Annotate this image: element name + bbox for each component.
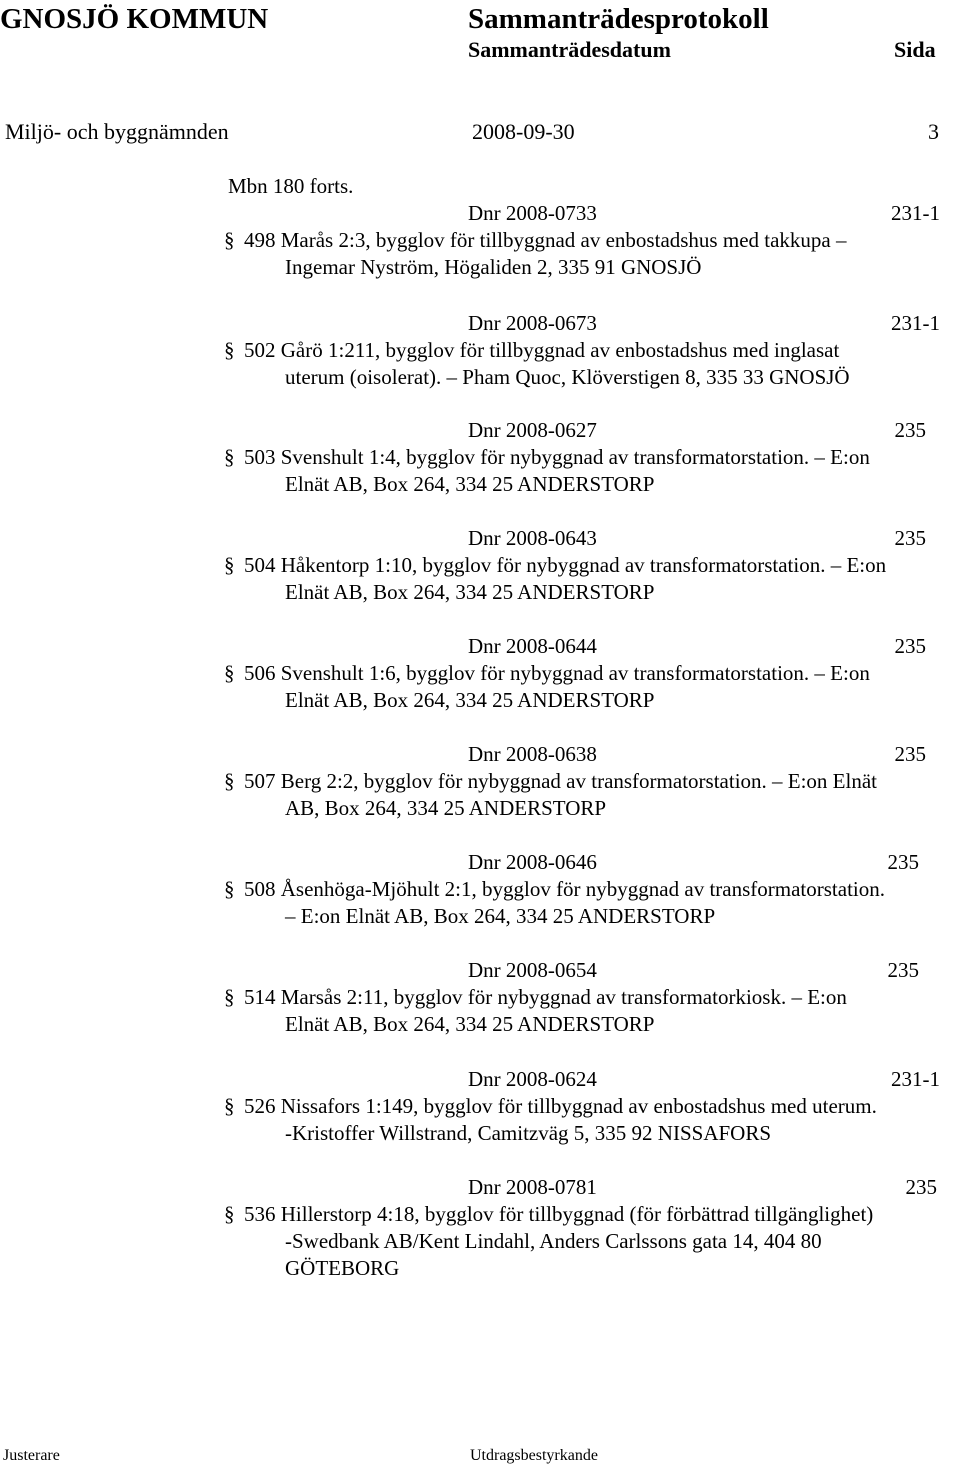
department-name: Miljö- och byggnämnden xyxy=(5,119,229,144)
paragraph-sign: § xyxy=(224,445,235,469)
case-classification-code: 235 xyxy=(894,742,926,766)
case-classification-code: 235 xyxy=(887,850,919,874)
case-item xyxy=(0,310,960,420)
case-item xyxy=(0,741,960,851)
case-classification-code: 235 xyxy=(894,526,926,550)
paragraph-sign: § xyxy=(224,985,235,1009)
case-description: 507 Berg 2:2, bygglov för nybyggnad av transformatorstation. – E:on Elnät xyxy=(244,769,878,793)
paragraph-sign: § xyxy=(224,228,235,252)
case-dnr: Dnr 2008-0643 xyxy=(468,526,597,550)
case-dnr: Dnr 2008-0644 xyxy=(468,634,597,658)
case-description-continued: uterum (oisolerat). – Pham Quoc, Klöverstigen 8, 335 33 GNOSJÖ xyxy=(285,365,850,389)
case-dnr: Dnr 2008-0781 xyxy=(468,1175,597,1199)
meeting-date: 2008-09-30 xyxy=(472,119,575,144)
page-number: 3 xyxy=(928,119,939,144)
case-classification-code: 231-1 xyxy=(891,311,940,335)
case-description-continued: Ingemar Nyström, Högaliden 2, 335 91 GNOSJÖ xyxy=(285,255,702,279)
paragraph-sign: § xyxy=(224,1094,235,1118)
case-description: 502 Gårö 1:211, bygglov för tillbyggnad av enbostadshus med inglasat xyxy=(244,338,840,362)
page-label: Sida xyxy=(894,37,936,62)
case-item xyxy=(0,525,960,635)
meeting-date-label: Sammanträdesdatum xyxy=(468,37,671,62)
case-dnr: Dnr 2008-0627 xyxy=(468,418,597,442)
case-item xyxy=(0,1174,960,1284)
case-item xyxy=(0,200,960,310)
case-classification-code: 235 xyxy=(887,958,919,982)
case-description-continued: Elnät AB, Box 264, 334 25 ANDERSTORP xyxy=(285,580,655,604)
case-dnr: Dnr 2008-0654 xyxy=(468,958,597,982)
document-title: Sammanträdesprotokoll xyxy=(468,3,769,35)
paragraph-sign: § xyxy=(224,1202,235,1226)
case-dnr: Dnr 2008-0673 xyxy=(468,311,597,335)
case-classification-code: 231-1 xyxy=(891,201,940,225)
section-heading: Mbn 180 forts. xyxy=(228,174,354,198)
case-dnr: Dnr 2008-0624 xyxy=(468,1067,597,1091)
case-classification-code: 235 xyxy=(894,634,926,658)
paragraph-sign: § xyxy=(224,769,235,793)
case-item xyxy=(0,957,960,1067)
case-description-continued: Elnät AB, Box 264, 334 25 ANDERSTORP xyxy=(285,1012,655,1036)
case-item xyxy=(0,417,960,527)
case-description: 506 Svenshult 1:6, bygglov för nybyggnad av transformatorstation. – E:on xyxy=(244,661,870,685)
case-description: 498 Marås 2:3, bygglov för tillbyggnad av enbostadshus med takkupa – xyxy=(244,228,847,252)
footer-adjuster-label: Justerare xyxy=(3,1447,60,1464)
case-description-continued: Elnät AB, Box 264, 334 25 ANDERSTORP xyxy=(285,472,655,496)
case-description-continued: -Swedbank AB/Kent Lindahl, Anders Carlssons gata 14, 404 80 xyxy=(285,1229,822,1253)
case-dnr: Dnr 2008-0638 xyxy=(468,742,597,766)
case-item xyxy=(0,633,960,743)
case-description: 508 Åsenhöga-Mjöhult 2:1, bygglov för nybyggnad av transformatorstation. xyxy=(244,877,885,901)
case-dnr: Dnr 2008-0646 xyxy=(468,850,597,874)
paragraph-sign: § xyxy=(224,338,235,362)
case-description-continued: -Kristoffer Willstrand, Camitzväg 5, 335 92 NISSAFORS xyxy=(285,1121,772,1145)
footer-certification-label: Utdragsbestyrkande xyxy=(470,1447,598,1464)
paragraph-sign: § xyxy=(224,661,235,685)
case-description: 536 Hillerstorp 4:18, bygglov för tillbyggnad (för förbättrad tillgänglighet) xyxy=(244,1202,874,1226)
organization-name: GNOSJÖ KOMMUN xyxy=(0,3,269,35)
case-description: 526 Nissafors 1:149, bygglov för tillbyggnad av enbostadshus med uterum. xyxy=(244,1094,877,1118)
case-classification-code: 235 xyxy=(905,1175,937,1199)
case-classification-code: 231-1 xyxy=(891,1067,940,1091)
paragraph-sign: § xyxy=(224,553,235,577)
paragraph-sign: § xyxy=(224,877,235,901)
case-dnr: Dnr 2008-0733 xyxy=(468,201,597,225)
case-description: 504 Håkentorp 1:10, bygglov för nybyggnad av transformatorstation. – E:on xyxy=(244,553,887,577)
case-description: 503 Svenshult 1:4, bygglov för nybyggnad av transformatorstation. – E:on xyxy=(244,445,870,469)
case-item xyxy=(0,1066,960,1176)
case-item xyxy=(0,849,960,959)
case-description: 514 Marsås 2:11, bygglov för nybyggnad av transformatorkiosk. – E:on xyxy=(244,985,847,1009)
case-description-continued: AB, Box 264, 334 25 ANDERSTORP xyxy=(285,796,607,820)
case-description-continued: – E:on Elnät AB, Box 264, 334 25 ANDERSTORP xyxy=(285,904,716,928)
case-description-continued: GÖTEBORG xyxy=(285,1256,400,1280)
case-classification-code: 235 xyxy=(894,418,926,442)
case-description-continued: Elnät AB, Box 264, 334 25 ANDERSTORP xyxy=(285,688,655,712)
